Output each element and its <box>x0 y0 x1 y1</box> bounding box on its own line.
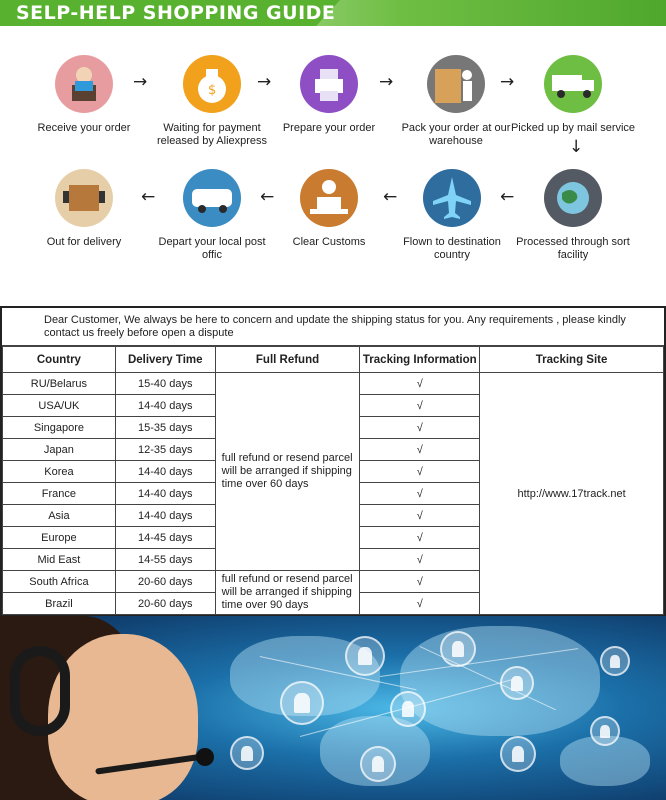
airplane-icon <box>423 169 481 227</box>
box-icon <box>55 169 113 227</box>
track-cell: √ <box>360 527 480 549</box>
header-delivery-time: Delivery Time <box>115 347 215 373</box>
table-row <box>3 373 664 395</box>
country-cell: Mid East <box>3 549 116 571</box>
time-cell: 20-60 days <box>115 593 215 615</box>
microphone-icon <box>196 748 214 766</box>
arrow-right-icon: → <box>500 72 515 92</box>
shipping-table <box>2 346 664 615</box>
step-waiting-payment <box>147 55 277 148</box>
globe-icon <box>544 169 602 227</box>
step-label: Waiting for payment released by Aliexpress <box>156 122 268 147</box>
step-label: Out for delivery <box>46 236 122 248</box>
step-label: Clear Customs <box>292 236 366 248</box>
step-label: Prepare your order <box>282 122 376 134</box>
people-group-icon <box>500 666 534 700</box>
step-label: Picked up by mail service <box>510 122 636 134</box>
track-cell: √ <box>360 373 480 395</box>
shipping-process <box>0 26 666 306</box>
arrow-left-icon: ← <box>141 187 156 207</box>
time-cell: 14-40 days <box>115 461 215 483</box>
cashier-icon <box>55 55 113 113</box>
time-cell: 14-40 days <box>115 505 215 527</box>
table-header-row <box>3 347 664 373</box>
money-bag-icon <box>183 55 241 113</box>
step-label: Depart your local post offic <box>158 236 266 261</box>
step-label: Flown to destination country <box>403 236 501 261</box>
step-flown <box>387 169 517 262</box>
step-receive-order <box>19 55 149 135</box>
country-cell: Korea <box>3 461 116 483</box>
people-group-icon <box>230 736 264 770</box>
page-title: SELP-HELP SHOPPING GUIDE <box>16 2 336 24</box>
svg-text:$: $ <box>208 83 217 98</box>
country-cell: Brazil <box>3 593 116 615</box>
step-depart-post-office <box>147 169 277 262</box>
people-group-icon <box>360 746 396 782</box>
track-cell: √ <box>360 505 480 527</box>
step-clear-customs <box>264 169 394 249</box>
track-cell: √ <box>360 549 480 571</box>
step-sort-facility <box>508 169 638 262</box>
customer-service-photo <box>0 616 666 800</box>
people-group-icon <box>590 716 620 746</box>
step-label: Pack your order at our warehouse <box>401 122 511 147</box>
arrow-right-icon: → <box>379 72 394 92</box>
refund-cell: full refund or resend parcel will be arranged if shipping time over 60 days <box>215 373 360 571</box>
customs-officer-icon <box>300 169 358 227</box>
header-full-refund: Full Refund <box>215 347 360 373</box>
time-cell: 14-40 days <box>115 395 215 417</box>
time-cell: 14-45 days <box>115 527 215 549</box>
agent-face <box>48 634 198 800</box>
refund-cell: full refund or resend parcel will be arranged if shipping time over 90 days <box>215 571 360 615</box>
track-cell: √ <box>360 395 480 417</box>
country-cell: France <box>3 483 116 505</box>
people-group-icon <box>345 636 385 676</box>
time-cell: 12-35 days <box>115 439 215 461</box>
time-cell: 15-35 days <box>115 417 215 439</box>
header-country: Country <box>3 347 116 373</box>
time-cell: 15-40 days <box>115 373 215 395</box>
step-out-for-delivery <box>19 169 149 249</box>
track-cell: √ <box>360 461 480 483</box>
country-cell: Europe <box>3 527 116 549</box>
headset-icon <box>10 646 70 736</box>
customer-notice: Dear Customer, We always be here to concern and update the shipping status for you. Any requirements , please kindly contact us freely before open a dispute <box>2 308 664 346</box>
people-group-icon <box>440 631 476 667</box>
track-cell: √ <box>360 417 480 439</box>
time-cell: 20-60 days <box>115 571 215 593</box>
country-cell: Asia <box>3 505 116 527</box>
step-pack-order <box>391 55 521 148</box>
track-cell: √ <box>360 571 480 593</box>
step-prepare-order <box>264 55 394 135</box>
people-group-icon <box>600 646 630 676</box>
van-icon <box>183 169 241 227</box>
arrow-left-icon: ← <box>260 187 275 207</box>
track-cell: √ <box>360 483 480 505</box>
time-cell: 14-40 days <box>115 483 215 505</box>
arrow-right-icon: → <box>133 72 148 92</box>
country-cell: USA/UK <box>3 395 116 417</box>
step-picked-up <box>508 55 638 135</box>
people-group-icon <box>390 691 426 727</box>
time-cell: 14-55 days <box>115 549 215 571</box>
track-cell: √ <box>360 439 480 461</box>
arrow-left-icon: ← <box>383 187 398 207</box>
country-cell: Singapore <box>3 417 116 439</box>
header-tracking-site: Tracking Site <box>480 347 664 373</box>
package-icon <box>427 55 485 113</box>
people-group-icon <box>280 681 324 725</box>
shipping-table-panel <box>0 306 666 616</box>
country-cell: Japan <box>3 439 116 461</box>
arrow-left-icon: ← <box>500 187 515 207</box>
header-tracking-info: Tracking Information <box>360 347 480 373</box>
header-banner <box>0 0 666 26</box>
step-label: Receive your order <box>37 122 131 134</box>
truck-icon <box>544 55 602 113</box>
people-group-icon <box>500 736 536 772</box>
arrow-down-icon: ↓ <box>569 137 584 157</box>
country-cell: RU/Belarus <box>3 373 116 395</box>
track-cell: √ <box>360 593 480 615</box>
country-cell: South Africa <box>3 571 116 593</box>
arrow-right-icon: → <box>257 72 272 92</box>
step-label: Processed through sort facility <box>516 236 630 261</box>
printer-icon <box>300 55 358 113</box>
tracking-site-link[interactable]: http://www.17track.net <box>480 373 664 615</box>
